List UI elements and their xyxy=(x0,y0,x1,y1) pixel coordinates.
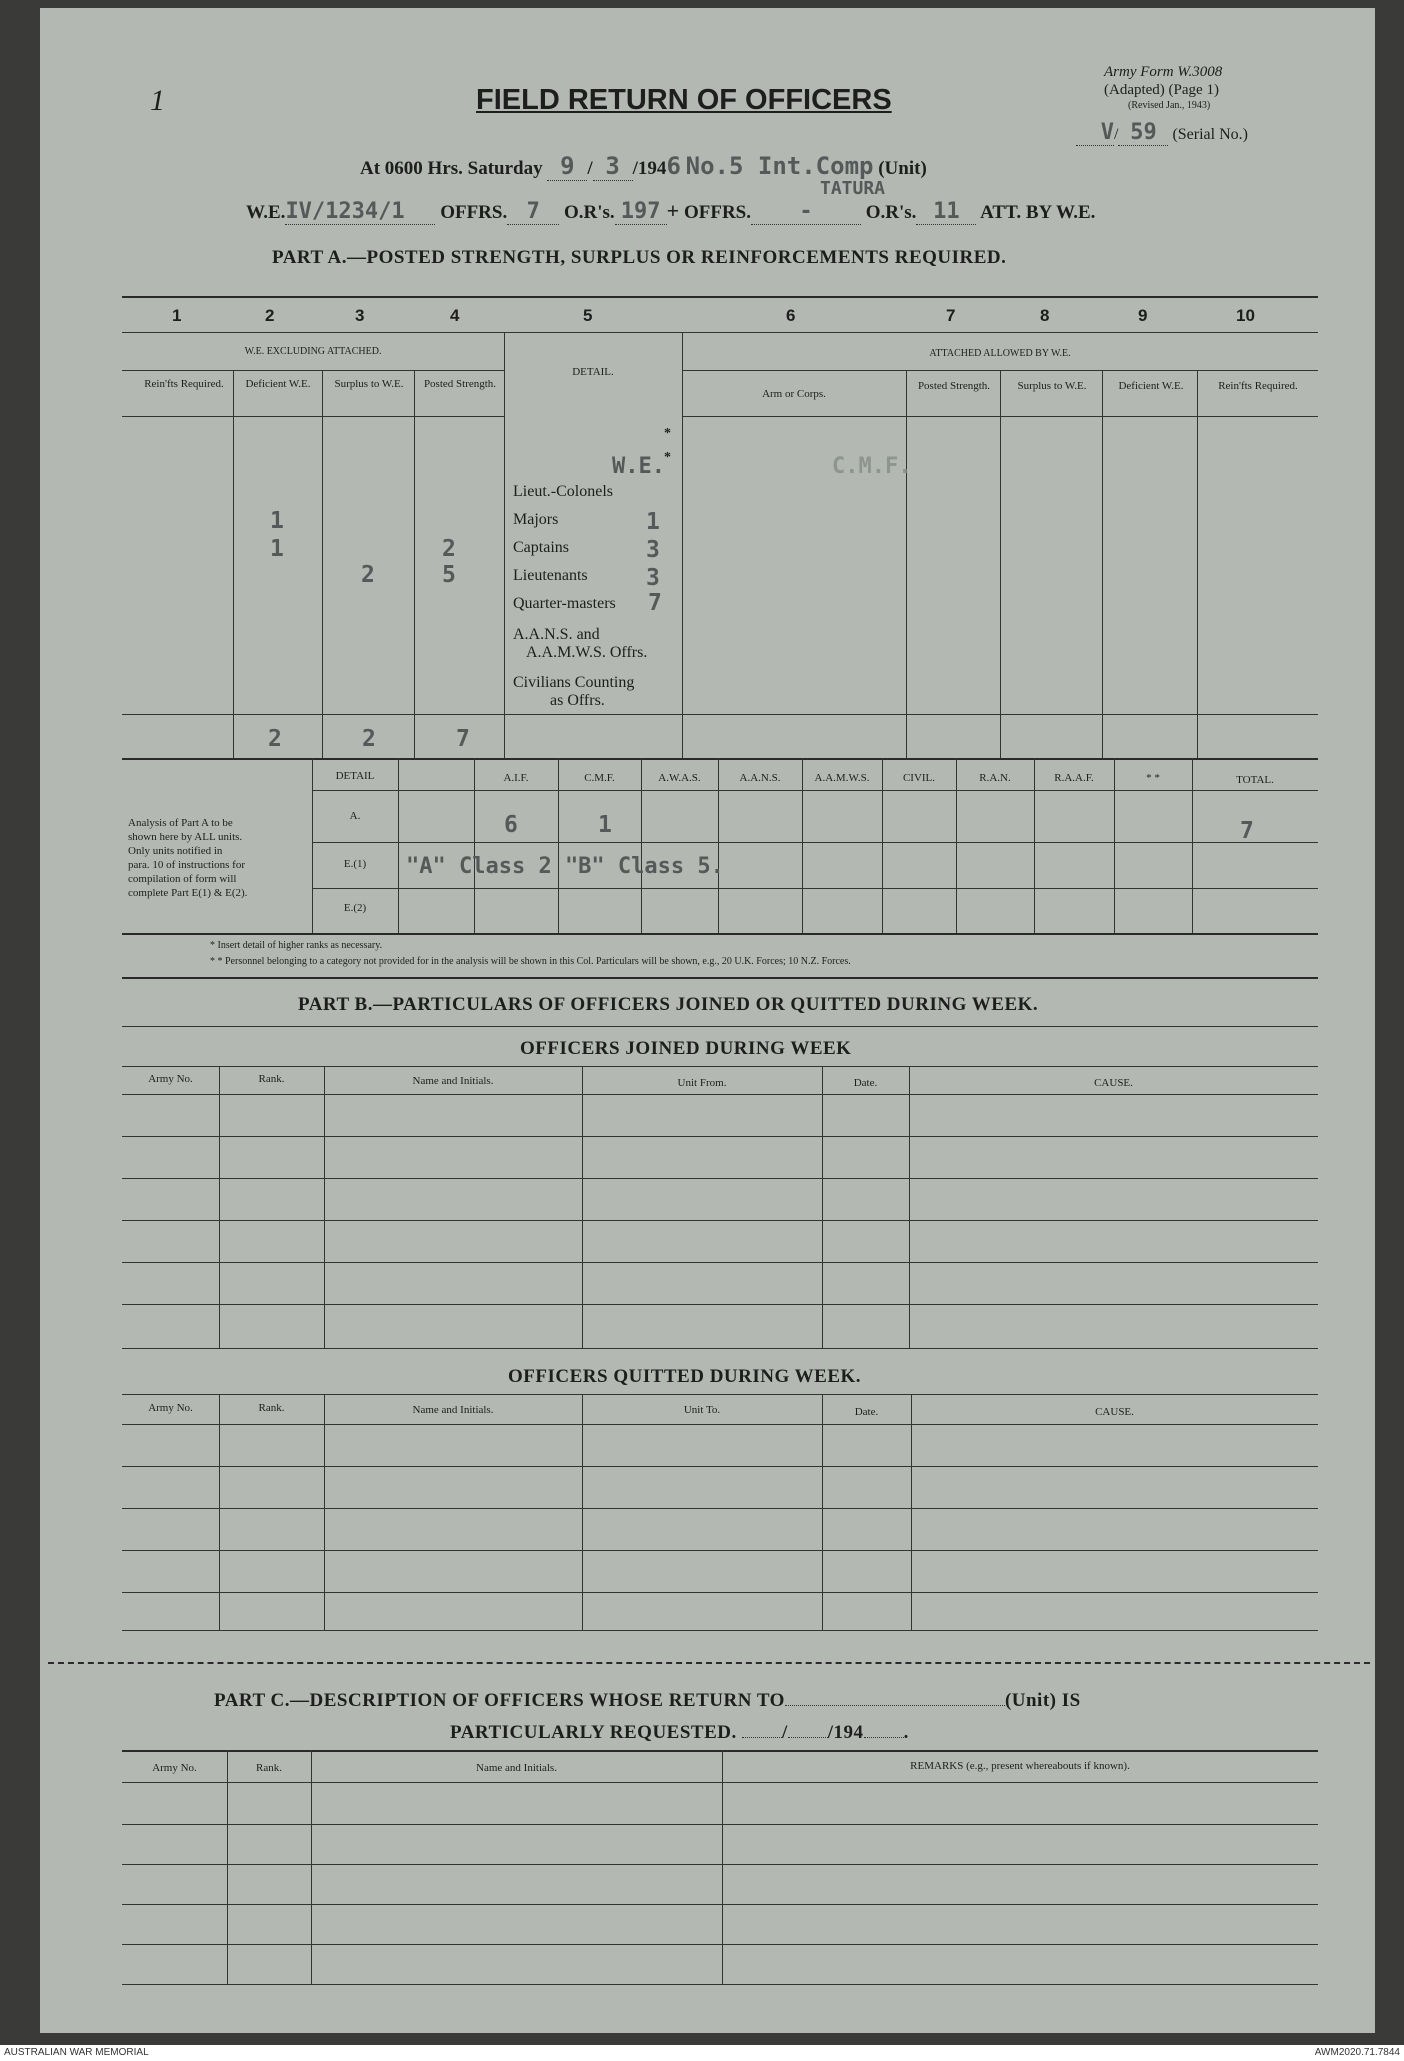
analysis-head-total: TOTAL. xyxy=(1236,774,1274,786)
part-c-head-rank: Rank. xyxy=(256,1762,282,1774)
offrs2-label: OFFRS. xyxy=(683,202,751,223)
arm-corps-stamp: C.M.F. xyxy=(832,454,912,479)
att-label: ATT. BY W.E. xyxy=(980,202,1096,223)
perforation-line xyxy=(48,1662,1370,1664)
analysis-note-line: shown here by ALL units. xyxy=(128,831,243,843)
part-c-title-a: PART C.—DESCRIPTION OF OFFICERS WHOSE RETURN TO xyxy=(214,1690,785,1711)
col-number-6: 6 xyxy=(786,306,796,325)
rank-lieutenants: Lieutenants xyxy=(513,567,588,584)
head-reinfts-r: Rein'fts Required. xyxy=(1218,380,1298,392)
we-majors: 1 xyxy=(646,509,660,535)
group-header-attached: ATTACHED ALLOWED BY W.E. xyxy=(929,348,1071,359)
we-label: W.E. xyxy=(246,202,286,223)
analysis-note-line: complete Part E(1) & E(2). xyxy=(128,887,248,899)
head-posted: Posted Strength. xyxy=(423,378,497,390)
serial-prefix: V xyxy=(1076,120,1114,146)
posted-lieutenants: 5 xyxy=(442,562,456,588)
quitted-head-rank: Rank. xyxy=(258,1402,285,1414)
analysis-e1-text: "A" Class 2 "B" Class 5. xyxy=(406,854,724,879)
part-c-date-end: . xyxy=(903,1722,909,1743)
head-arm-corps: Arm or Corps. xyxy=(762,388,826,400)
footnote-2: * * Personnel belonging to a category not provided for in the analysis will be shown in this Col. Particulars will be shown, e.g., 20 U.K. Forces; 10 N.Z. Forces. xyxy=(210,956,851,967)
joined-head-cause: CAUSE. xyxy=(1094,1077,1133,1089)
analysis-note-line: compilation of form will xyxy=(128,873,237,885)
quitted-title: OFFICERS QUITTED DURING WEEK. xyxy=(508,1366,862,1387)
serial-line: V/ 59 (Serial No.) xyxy=(1076,120,1248,146)
analysis-row-e1-label: E.(1) xyxy=(343,858,367,870)
analysis-head-other: * * xyxy=(1146,772,1160,784)
aans-label-1: A.A.N.S. and xyxy=(513,626,600,643)
part-c-head-name: Name and Initials. xyxy=(476,1762,557,1774)
form-adapted: (Adapted) (Page 1) xyxy=(1104,82,1219,98)
quitted-head-army-no: Army No. xyxy=(148,1402,193,1414)
joined-head-unit-from: Unit From. xyxy=(677,1077,727,1089)
part-c-unit-blank xyxy=(785,1705,1005,1706)
analysis-head-detail: DETAIL xyxy=(335,770,375,782)
analysis-note-line: para. 10 of instructions for xyxy=(128,859,245,871)
part-a-title: PART A.—POSTED STRENGTH, SURPLUS OR REINFORCEMENTS REQUIRED. xyxy=(272,247,1007,268)
total-surplus: 2 xyxy=(362,726,376,752)
month-value: 3 xyxy=(593,152,633,181)
ors-label: O.R's. xyxy=(563,202,615,223)
form-revised: (Revised Jan., 1943) xyxy=(1128,100,1211,111)
deficient-captains: 1 xyxy=(270,536,284,562)
joined-head-rank: Rank. xyxy=(258,1073,285,1085)
at-hours-label: At 0600 Hrs. Saturday xyxy=(360,158,543,179)
joined-head-name: Name and Initials. xyxy=(412,1075,494,1087)
rank-lieut-colonels: Lieut.-Colonels xyxy=(513,483,613,500)
analysis-note-line: Analysis of Part A to be xyxy=(128,817,233,829)
unit-value: No.5 Int.Comp xyxy=(685,152,874,180)
part-c-subtitle-line xyxy=(450,1722,909,1744)
civilians-label-2: as Offrs. xyxy=(550,692,605,709)
offrs2-value: - xyxy=(751,199,861,225)
analysis-head-ran: R.A.N. xyxy=(979,772,1011,784)
serial-label: (Serial No.) xyxy=(1172,126,1248,143)
offrs-label: OFFRS. xyxy=(440,202,508,223)
col-number-4: 4 xyxy=(450,306,460,325)
we-value: IV/1234/1 xyxy=(285,199,435,225)
analysis-a-cmf: 1 xyxy=(598,812,612,838)
col-number-8: 8 xyxy=(1040,306,1050,325)
analysis-a-total: 7 xyxy=(1240,818,1254,844)
analysis-head-civil: CIVIL. xyxy=(902,772,936,784)
head-surplus-r: Surplus to W.E. xyxy=(1017,380,1087,392)
year-digit: 6 xyxy=(666,152,681,180)
page-number: 1 xyxy=(150,84,165,117)
we-stamp: W.E. xyxy=(612,454,665,479)
analysis-head-awas: A.W.A.S. xyxy=(658,772,701,784)
part-c-head-army-no: Army No. xyxy=(152,1762,197,1774)
rank-quartermasters: Quarter-masters xyxy=(513,595,616,612)
rank-captains: Captains xyxy=(513,539,569,556)
archive-footer xyxy=(0,2045,1404,2061)
part-c-year-blank xyxy=(864,1737,904,1738)
analysis-head-raaf: R.A.A.F. xyxy=(1054,772,1094,784)
ors2-label: O.R's. xyxy=(865,202,917,223)
analysis-a-aif: 6 xyxy=(504,812,518,838)
day-value: 9 xyxy=(547,152,587,181)
joined-head-army-no: Army No. xyxy=(148,1073,193,1085)
analysis-head-aif: A.I.F. xyxy=(503,772,529,784)
civilians-label-1: Civilians Counting xyxy=(513,674,635,691)
year-prefix: /194 xyxy=(632,158,667,179)
deficient-majors: 1 xyxy=(270,508,284,534)
we-captains: 3 xyxy=(646,537,660,563)
form-id: Army Form W.3008 xyxy=(1104,64,1223,80)
aans-label-2: A.A.M.W.S. Offrs. xyxy=(526,644,648,661)
part-c-day-blank xyxy=(742,1737,782,1738)
we-strength-line xyxy=(246,198,1095,225)
posted-captains: 2 xyxy=(442,536,456,562)
date-unit-line: At 0600 Hrs. Saturday 9 / 3 /1946 No.5 Int.Comp (Unit) xyxy=(360,152,927,180)
head-surplus: Surplus to W.E. xyxy=(334,378,404,390)
col-number-10: 10 xyxy=(1236,306,1255,325)
analysis-note-line: Only units notified in xyxy=(128,845,223,857)
asterisk-1: * xyxy=(664,426,671,441)
part-c-date-mid: / xyxy=(782,1722,788,1743)
plus-sign: + xyxy=(666,198,680,223)
surplus-lieutenants: 2 xyxy=(361,562,375,588)
part-c-title-line xyxy=(214,1690,1081,1712)
unit-label: (Unit) xyxy=(878,158,927,179)
head-posted-r: Posted Strength. xyxy=(917,380,991,392)
total-deficient: 2 xyxy=(268,726,282,752)
ors2-value: 11 xyxy=(916,199,976,225)
unit-overtype: TATURA xyxy=(820,178,886,199)
col-number-2: 2 xyxy=(265,306,275,325)
footnote-1: * Insert detail of higher ranks as necessary. xyxy=(210,940,383,951)
part-c-title-b: (Unit) IS xyxy=(1004,1690,1081,1711)
part-b-title: PART B.—PARTICULARS OF OFFICERS JOINED OR QUITTED DURING WEEK. xyxy=(298,994,1039,1015)
total-posted: 7 xyxy=(456,726,470,752)
footer-institution: AUSTRALIAN WAR MEMORIAL xyxy=(4,2047,149,2058)
col-number-7: 7 xyxy=(946,306,956,325)
we-lieutenants: 3 xyxy=(646,565,660,591)
col-number-9: 9 xyxy=(1138,306,1148,325)
asterisk-2: * xyxy=(664,450,671,465)
part-c-date-year: /194 xyxy=(827,1722,864,1743)
offrs-value: 7 xyxy=(507,199,559,225)
ors-value: 197 xyxy=(615,199,667,225)
quitted-head-cause: CAUSE. xyxy=(1095,1406,1134,1418)
head-reinfts: Rein'fts Required. xyxy=(144,378,224,390)
part-c-title-c: PARTICULARLY REQUESTED. xyxy=(450,1722,737,1743)
head-deficient: Deficient W.E. xyxy=(245,378,311,390)
page-title: FIELD RETURN OF OFFICERS xyxy=(476,84,892,116)
col-number-3: 3 xyxy=(355,306,365,325)
analysis-head-cmf: C.M.F. xyxy=(584,772,615,784)
col-number-5: 5 xyxy=(583,306,593,325)
joined-title: OFFICERS JOINED DURING WEEK xyxy=(520,1038,852,1059)
quitted-head-date: Date. xyxy=(854,1406,879,1418)
rank-majors: Majors xyxy=(513,511,559,528)
analysis-row-a-label: A. xyxy=(349,810,361,822)
joined-head-date: Date. xyxy=(853,1077,878,1089)
footer-accession: AWM2020.71.7844 xyxy=(1314,2047,1400,2058)
detail-header: DETAIL. xyxy=(572,366,614,378)
quitted-head-name: Name and Initials. xyxy=(412,1404,494,1416)
group-header-we: W.E. EXCLUDING ATTACHED. xyxy=(244,346,382,357)
serial-value: 59 xyxy=(1118,120,1168,146)
analysis-head-aamws: A.A.M.W.S. xyxy=(814,772,870,784)
part-c-month-blank xyxy=(788,1737,828,1738)
head-deficient-r: Deficient W.E. xyxy=(1118,380,1184,392)
quitted-head-unit-to: Unit To. xyxy=(683,1404,721,1416)
col-number-1: 1 xyxy=(172,306,182,325)
we-quartermasters: 7 xyxy=(648,590,662,616)
analysis-note xyxy=(128,816,247,900)
analysis-row-e2-label: E.(2) xyxy=(343,902,367,914)
analysis-head-aans: A.A.N.S. xyxy=(739,772,781,784)
part-c-head-remarks: REMARKS (e.g., present whereabouts if known). xyxy=(910,1760,1130,1772)
